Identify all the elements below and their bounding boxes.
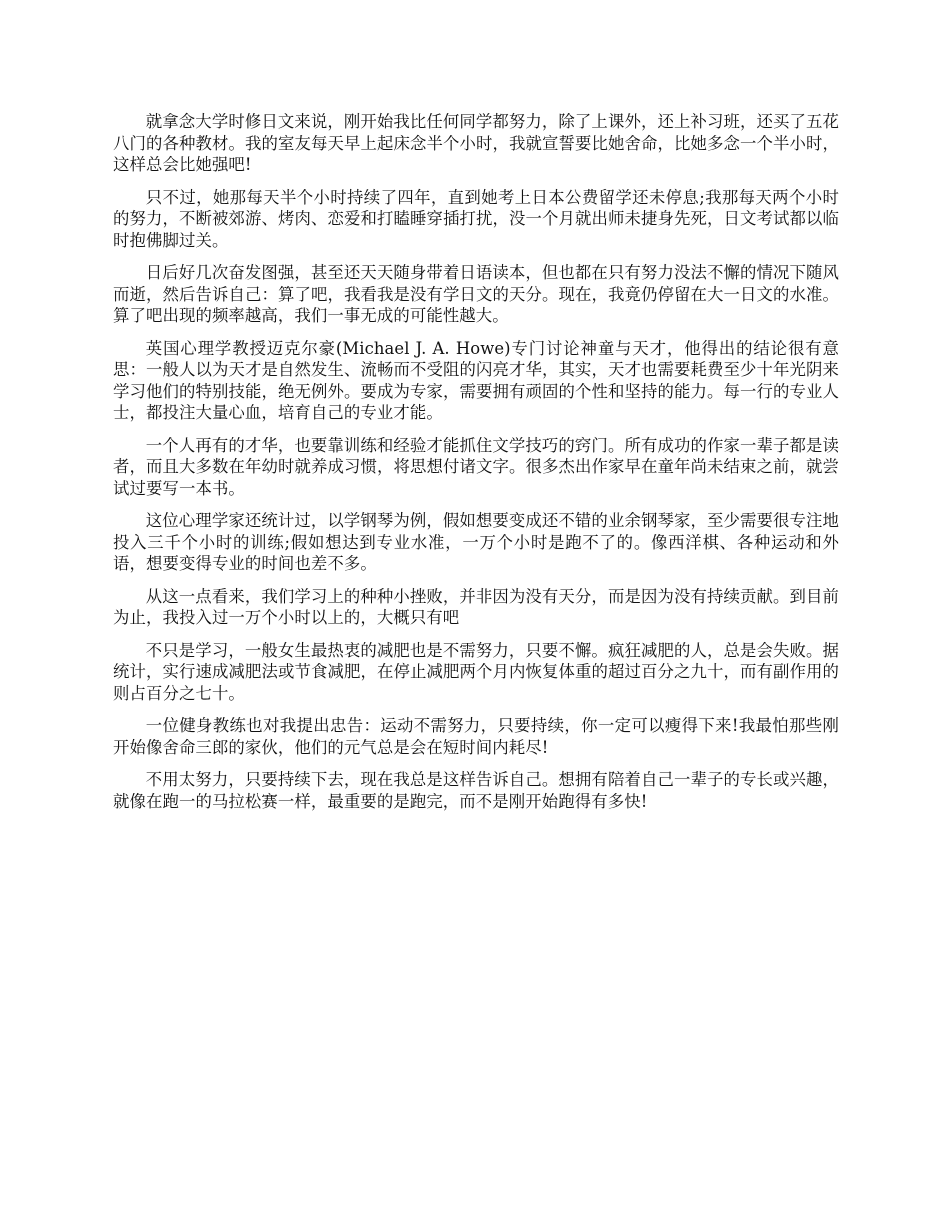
paragraph: 不只是学习，一般女生最热衷的减肥也是不需努力，只要不懈。疯狂减肥的人，总是会失败。据统计，实行速成减肥法或节食减肥，在停止减肥两个月内恢复体重的超过百分之九十，而有副作用的则占百分之七十。: [113, 640, 839, 703]
paragraph: 只不过，她那每天半个小时持续了四年，直到她考上日本公费留学还未停息;我那每天两个小时的努力，不断被郊游、烤肉、恋爱和打瞌睡穿插打扰，没一个月就出师未捷身先死，日文考试都以临时抱佛脚过关。: [113, 187, 839, 250]
paragraph: 就拿念大学时修日文来说，刚开始我比任何同学都努力，除了上课外，还上补习班，还买了五花八门的各种教材。我的室友每天早上起床念半个小时，我就宣誓要比她舍命，比她多念一个半小时，这样总会比她强吧!: [113, 112, 839, 174]
paragraph: 这位心理学家还统计过，以学钢琴为例，假如想要变成还不错的业余钢琴家，至少需要很专注地投入三千个小时的训练;假如想达到专业水准，一万个小时是跑不了的。像西洋棋、各种运动和外语，想要变得专业的时间也差不多。: [113, 511, 839, 573]
paragraph: 不用太努力，只要持续下去，现在我总是这样告诉自己。想拥有陪着自己一辈子的专长或兴趣，就像在跑一的马拉松赛一样，最重要的是跑完，而不是刚开始跑得有多快!: [113, 770, 839, 811]
paragraph: 日后好几次奋发图强，甚至还天天随身带着日语读本，但也都在只有努力没法不懈的情况下随风而逝，然后告诉自己：算了吧，我看我是没有学日文的天分。现在，我竟仍停留在大一日文的水准。算了吧出现的频率越高，我们一事无成的可能性越大。: [113, 263, 839, 325]
paragraph: 一个人再有的才华，也要靠训练和经验才能抓住文学技巧的窍门。所有成功的作家一辈子都是读者，而且大多数在年幼时就养成习惯，将思想付诸文字。很多杰出作家早在童年尚未结束之前，就尝试过要写一本书。: [113, 435, 839, 498]
paragraph: 英国心理学教授迈克尔豪(Michael J. A. Howe)专门讨论神童与天才，他得出的结论很有意思：一般人以为天才是自然发生、流畅而不受阻的闪亮才华，其实，天才也需要耗费至少十年光阴来学习他们的特别技能，绝无例外。要成为专家，需要拥有顽固的个性和坚持的能力。每一行的专业人士，都投注大量心血，培育自己的专业才能。: [113, 338, 839, 422]
document-body: [113, 111, 839, 823]
paragraph: 从这一点看来，我们学习上的种种小挫败，并非因为没有天分，而是因为没有持续贡献。到目前为止，我投入过一万个小时以上的，大概只有吧: [113, 586, 839, 627]
paragraph: 一位健身教练也对我提出忠告：运动不需努力，只要持续，你一定可以瘦得下来!我最怕那些刚开始像舍命三郎的家伙，他们的元气总是会在短时间内耗尽!: [113, 716, 839, 757]
